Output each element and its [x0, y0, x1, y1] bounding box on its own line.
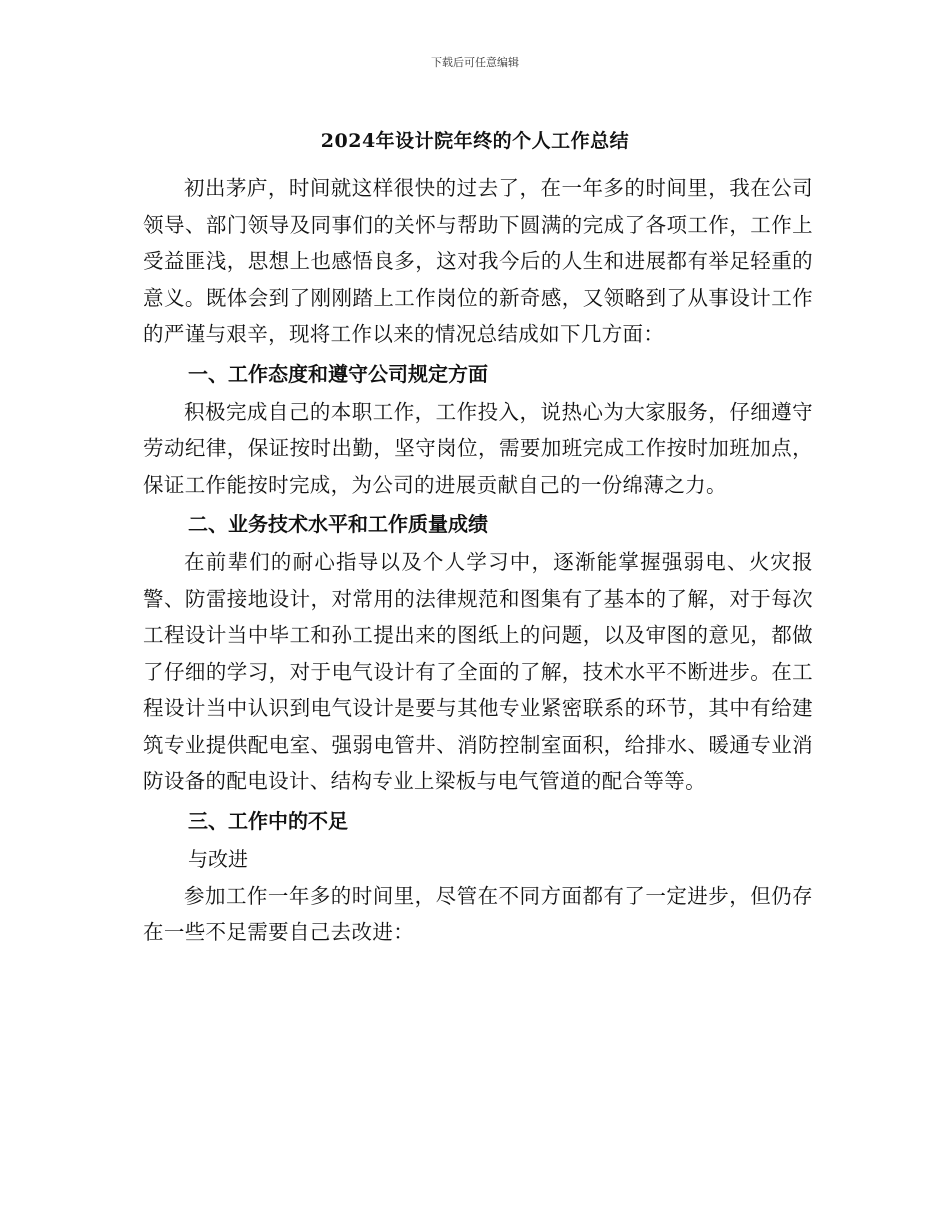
document-title: 2024年设计院年终的个人工作总结 [320, 130, 630, 152]
intro-paragraph: 初出茅庐，时间就这样很快的过去了，在一年多的时间里，我在公司领导、部门领导及同事们的关怀与帮助下圆满的完成了各项工作，工作上受益匪浅，思想上也感悟良多，这对我今后的人生和进展都有举足轻重的意义。既体会到了刚刚踏上工作岗位的新奇感，又领略到了从事设计工作的严谨与艰辛，现将工作以来的情况总结成如下几方面： [143, 176, 813, 346]
section-3-subline: 与改进 [188, 846, 248, 871]
section-1-heading: 一、工作态度和遵守公司规定方面 [188, 361, 488, 386]
header-note: 下载后可任意编辑 [431, 56, 519, 69]
section-3-paragraph: 参加工作一年多的时间里，尽管在不同方面都有了一定进步，但仍存在一些不足需要自己去改进： [143, 883, 813, 944]
document-body [143, 170, 813, 951]
section-1-paragraph: 积极完成自己的本职工作，工作投入，说热心为大家服务，仔细遵守劳动纪律，保证按时出勤，坚守岗位，需要加班完成工作按时加班加点，保证工作能按时完成，为公司的进展贡献自己的一份绵薄之力。 [143, 399, 813, 497]
section-2-heading: 二、业务技术水平和工作质量成绩 [188, 512, 488, 536]
section-3-heading: 三、工作中的不足 [188, 808, 348, 833]
section-2-paragraph: 在前辈们的耐心指导以及个人学习中，逐渐能掌握强弱电、火灾报警、防雷接地设计，对常用的法律规范和图集有了基本的了解，对于每次工程设计当中毕工和孙工提出来的图纸上的问题，以及审图的意见，都做了仔细的学习，对于电气设计有了全面的了解，技术水平不断进步。在工程设计当中认识到电气设计是要与其他专业紧密联系的环节，其中有给建筑专业提供配电室、强弱电管井、消防控制室面积，给排水、暖通专业消防设备的配电设计、结构专业上梁板与电气管道的配合等等。 [143, 550, 813, 793]
